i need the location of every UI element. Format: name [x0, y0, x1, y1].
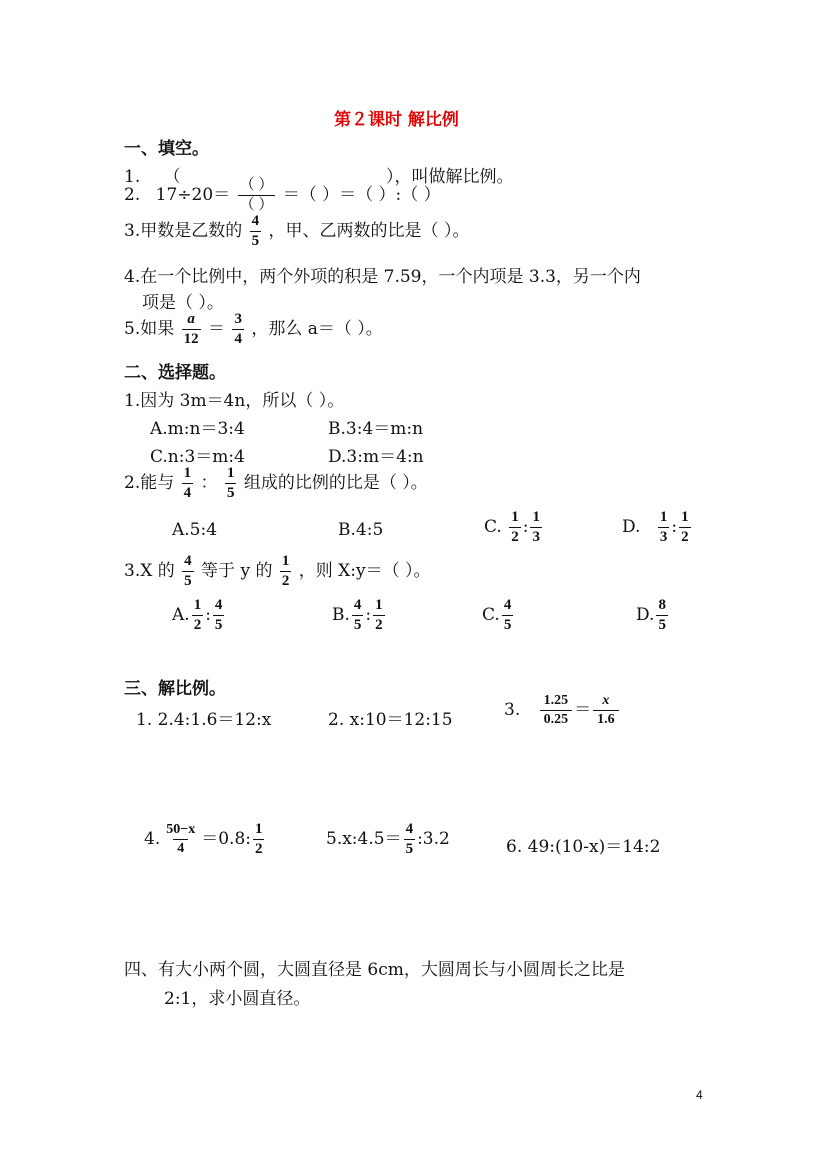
s1-q3-pre: 3.甲数是乙数的: [124, 221, 243, 241]
s1-q3-frac-num: 4: [251, 213, 260, 229]
s1-q5-f1-num: a: [187, 311, 195, 327]
s2-q3-post: ，则 X:y＝（ ）。: [298, 561, 431, 581]
s3-p4-f2-num: 1: [254, 821, 263, 837]
s2-q2-stem: [124, 466, 428, 501]
s2-q3-pre: 3.X 的: [124, 561, 175, 581]
s1-q1-num: 1.: [124, 167, 141, 187]
s2-q3-fraction-1: [182, 554, 194, 589]
s2-q2-c2-den: 3: [532, 529, 540, 545]
s2-q3-mid: 等于 y 的: [201, 561, 273, 581]
s1-q4-line2: 项是（ ）。: [142, 293, 224, 313]
s2-q3-b-frac-1: [352, 598, 364, 633]
s3-p5-frac: [404, 822, 416, 857]
s3-problem-2: 2. x:10＝12:15: [328, 710, 453, 730]
s1-q5-f2-den: 4: [234, 331, 242, 347]
s2-q3-b1-den: 5: [353, 617, 362, 633]
s2-q2-option-c-label: C.: [484, 517, 502, 537]
s3-p5-f-den: 5: [405, 841, 414, 857]
s3-p4-frac-1: [162, 823, 199, 856]
s2-q2-fraction-2: [225, 466, 237, 501]
s2-q2-c-frac-2: [530, 510, 542, 545]
s2-q3-c-num: 4: [503, 597, 512, 613]
s2-q2-option-d-label: D.: [622, 517, 641, 537]
s1-q5-fraction-2: [232, 312, 244, 347]
s3-p4-f1-num: 50−x: [166, 822, 196, 837]
s1-q5-eq: ＝: [208, 319, 226, 339]
s2-q3-option-d: [636, 598, 670, 633]
s2-q2-c2-num: 1: [532, 509, 540, 525]
s2-q2-option-b: B.4:5: [338, 520, 384, 540]
s2-q2-d1-num: 1: [659, 509, 668, 525]
s2-q3-stem: [124, 554, 431, 589]
s1-q2-fraction: [238, 178, 276, 213]
s3-p3-f2-num: x: [602, 693, 610, 708]
s3-p3-eq: ＝: [574, 700, 592, 720]
s1-q5: [124, 312, 383, 347]
s3-problem-6: 6. 49:(10-x)＝14:2: [506, 837, 661, 857]
s2-q2-d-frac-2: [679, 510, 691, 545]
s2-q2-d2-den: 2: [681, 529, 689, 545]
s2-q3-c-frac: [502, 598, 514, 633]
s2-q3-d-num: 8: [658, 597, 666, 613]
s1-q5-f1-den: 12: [183, 331, 199, 347]
s2-q2-sep: ：: [200, 473, 218, 493]
s2-q2-f2-den: 5: [226, 485, 235, 501]
s2-q2-c1-den: 2: [511, 529, 519, 545]
s3-p3-f2-den: 1.6: [593, 710, 619, 727]
s2-q2-option-d: [622, 510, 693, 545]
s1-q2: [124, 178, 441, 213]
s3-problem-4: [144, 822, 266, 857]
s2-q2-fraction-1: [182, 466, 194, 501]
s1-q5-post: ，那么 a＝（ ）。: [251, 319, 383, 339]
s2-q2-option-a: A.5:4: [172, 520, 218, 540]
s1-q3-frac-den: 5: [251, 233, 260, 249]
s3-p3-frac-2: [593, 694, 619, 727]
s3-p3-f1-num: 1.25: [543, 693, 569, 708]
s1-q1-rest: ），叫做解比例。: [386, 167, 514, 187]
s2-q3-a1-den: 2: [193, 617, 202, 633]
s2-q3-f2-den: 2: [281, 573, 290, 589]
s2-q3-d-frac: [656, 598, 668, 633]
s1-q5-fraction-1: [182, 312, 201, 347]
s2-q3-b-colon: :: [365, 605, 372, 625]
s2-q3-option-c-label: C.: [482, 605, 500, 625]
s3-problem-3: [504, 694, 621, 727]
s2-q2-f2-num: 1: [226, 465, 235, 481]
s2-q3-option-d-label: D.: [636, 605, 655, 625]
s3-p3-num: 3.: [504, 700, 521, 720]
s2-q3-f1-num: 4: [184, 553, 192, 569]
s2-q3-b2-den: 2: [375, 617, 383, 633]
s4-line-1: 四、有大小两个圆，大圆直径是 6cm，大圆周长与小圆周长之比是: [124, 960, 625, 980]
s2-q3-f1-den: 5: [184, 573, 192, 589]
s2-q3-option-b: [332, 598, 387, 633]
s2-q3-fraction-2: [280, 554, 292, 589]
s2-q1-option-c: C.n:3＝m:4: [150, 447, 245, 467]
s1-q4-line1: 4.在一个比例中，两个外项的积是 7.59，一个内项是 3.3，另一个内: [124, 267, 641, 287]
s2-q3-a-frac-1: [192, 598, 204, 633]
s3-p5-f-num: 4: [405, 821, 414, 837]
s1-q2-frac-num: （ ）: [239, 177, 274, 193]
page-title: 第２课时 解比例: [334, 110, 459, 130]
s1-q1-lparen: （: [163, 167, 181, 187]
s2-q2-c1-num: 1: [511, 509, 519, 525]
s1-q2-frac-den: （ ）: [239, 197, 274, 213]
s2-q2-post: 组成的比例的比是（ ）。: [243, 473, 428, 493]
s2-q3-f2-num: 1: [281, 553, 290, 569]
s2-q3-option-c: [482, 598, 515, 633]
s2-q2-d-colon: :: [671, 517, 678, 537]
s2-q3-a2-num: 4: [214, 597, 223, 613]
s2-q2-f1-den: 4: [183, 485, 192, 501]
s1-q3-post: ，甲、乙两数的比是（ ）。: [268, 221, 470, 241]
s2-q2-pre: 2.能与: [124, 473, 175, 493]
s2-q2-c-frac-1: [509, 510, 521, 545]
s2-q2-option-c: [484, 510, 544, 545]
s2-q1-option-a: A.m:n＝3:4: [150, 419, 245, 439]
section-3-heading: 三、解比例。: [124, 679, 226, 699]
s2-q3-d-den: 5: [658, 617, 666, 633]
s1-q2-expr: 17÷20＝: [155, 185, 231, 205]
s4-line-2: 2:1，求小圆直径。: [164, 989, 311, 1009]
s3-p5-post: :3.2: [417, 829, 450, 849]
s2-q1-stem: 1.因为 3m＝4n，所以（ ）。: [124, 391, 345, 411]
s2-q2-d-frac-1: [658, 510, 670, 545]
s3-p3-frac-1: [540, 694, 573, 727]
s2-q3-b1-num: 4: [353, 597, 362, 613]
s2-q3-option-b-label: B.: [332, 605, 350, 625]
s3-p4-num: 4.: [144, 829, 161, 849]
s1-q2-rest: ＝（ ）＝（ ）:（ ）: [282, 185, 441, 205]
s2-q3-option-a-label: A.: [172, 605, 190, 625]
s2-q3-a2-den: 5: [214, 617, 223, 633]
s2-q3-a-colon: :: [205, 605, 211, 625]
section-1-heading: 一、填空。: [124, 139, 209, 159]
s1-q5-pre: 5.如果: [124, 319, 175, 339]
s1-q3-fraction: [250, 214, 262, 249]
s3-p3-f1-den: 0.25: [540, 710, 573, 727]
s2-q3-b2-num: 1: [375, 597, 383, 613]
s2-q3-option-a: [172, 598, 226, 633]
s2-q2-c-colon: :: [522, 517, 529, 537]
s3-p4-frac-2: [253, 822, 265, 857]
s2-q2-d2-num: 1: [681, 509, 689, 525]
s3-p5-pre: 5.x:4.5＝: [326, 829, 402, 849]
s3-p4-f1-den: 4: [173, 839, 188, 856]
s2-q2-f1-num: 1: [183, 465, 192, 481]
s2-q3-a1-num: 1: [193, 597, 202, 613]
s2-q3-a-frac-2: [213, 598, 225, 633]
s2-q1-option-d: D.3:m＝4:n: [328, 447, 424, 467]
s3-p4-mid: ＝0.8:: [201, 829, 251, 849]
s3-p4-f2-den: 2: [254, 841, 263, 857]
s3-problem-1: 1. 2.4:1.6＝12:x: [136, 710, 272, 730]
s2-q3-c-den: 5: [503, 617, 512, 633]
s2-q1-option-b: B.3:4＝m:n: [328, 419, 424, 439]
s3-problem-5: [326, 822, 450, 857]
page-number: 4: [696, 1088, 703, 1102]
s1-q5-f2-num: 3: [234, 311, 242, 327]
s2-q3-b-frac-2: [373, 598, 385, 633]
section-2-heading: 二、选择题。: [124, 363, 226, 383]
s1-q3: [124, 214, 469, 249]
s1-q2-num: 2.: [124, 185, 141, 205]
s2-q2-d1-den: 3: [659, 529, 668, 545]
